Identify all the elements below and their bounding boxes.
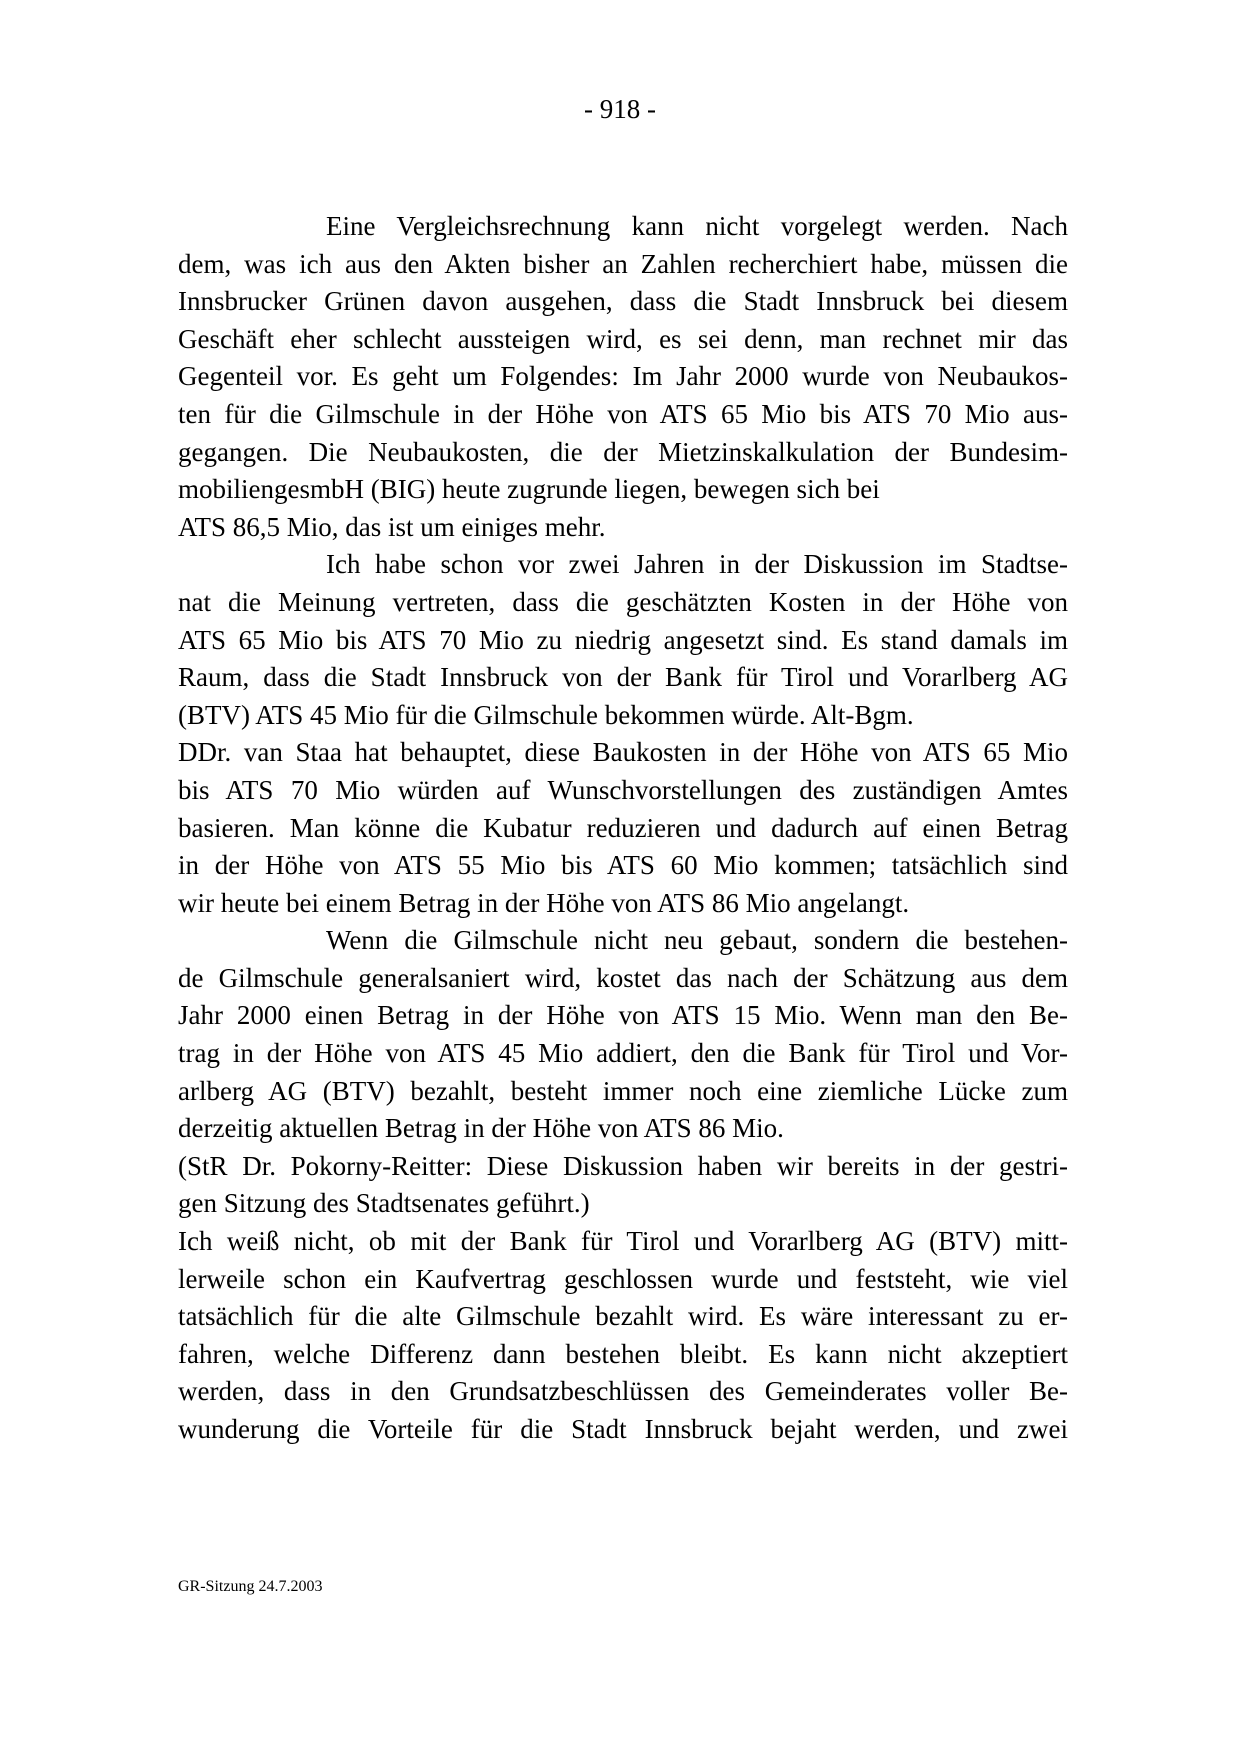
text-line: ten für die Gilmschule in der Höhe von ATS 65 Mio bis ATS 70 Mio aus- bbox=[178, 398, 1068, 429]
text-line: bis ATS 70 Mio würden auf Wunschvorstellungen des zuständigen Amtes bbox=[178, 774, 1068, 805]
text-line: gegangen. Die Neubaukosten, die der Mietzinskalkulation der Bundesim- bbox=[178, 436, 1068, 467]
text-line: Eine Vergleichsrechnung kann nicht vorgelegt werden. Nach bbox=[326, 211, 1068, 241]
text-line: Ich weiß nicht, ob mit der Bank für Tirol und Vorarlberg AG (BTV) mitt- bbox=[178, 1226, 1068, 1257]
text-line: de Gilmschule generalsaniert wird, kostet das nach der Schätzung aus dem bbox=[178, 962, 1068, 993]
text-line: wir heute bei einem Betrag in der Höhe von ATS 86 Mio angelangt. bbox=[178, 887, 910, 918]
text-line: arlberg AG (BTV) bezahlt, besteht immer noch eine ziemliche Lücke zum bbox=[178, 1075, 1068, 1106]
text-line: in der Höhe von ATS 55 Mio bis ATS 60 Mio kommen; tatsächlich sind bbox=[178, 850, 1068, 881]
text-line: dem, was ich aus den Akten bisher an Zahlen recherchiert habe, müssen die bbox=[178, 248, 1068, 279]
body-text bbox=[178, 208, 1068, 1449]
text-line: fahren, welche Differenz dann bestehen bleibt. Es kann nicht akzeptiert bbox=[178, 1338, 1068, 1369]
text-line: ATS 65 Mio bis ATS 70 Mio zu niedrig angesetzt sind. Es stand damals im bbox=[178, 624, 1068, 655]
text-line: Raum, dass die Stadt Innsbruck von der Bank für Tirol und Vorarlberg AG bbox=[178, 662, 1068, 693]
text-line: mobiliengesmbH (BIG) heute zugrunde liegen, bewegen sich bei bbox=[178, 474, 880, 505]
text-line: Ich habe schon vor zwei Jahren in der Diskussion im Stadtse- bbox=[326, 549, 1068, 580]
text-line: ATS 86,5 Mio, das ist um einiges mehr. bbox=[178, 511, 606, 542]
page-number: - 918 - bbox=[584, 94, 656, 124]
text-line: nat die Meinung vertreten, dass die geschätzten Kosten in der Höhe von bbox=[178, 586, 1068, 617]
text-line: Wenn die Gilmschule nicht neu gebaut, sondern die bestehen- bbox=[326, 925, 1068, 956]
text-line: Jahr 2000 einen Betrag in der Höhe von ATS 15 Mio. Wenn man den Be- bbox=[178, 1000, 1068, 1031]
text-line: (StR Dr. Pokorny-Reitter: Diese Diskussion haben wir bereits in der gestri- bbox=[178, 1150, 1068, 1181]
text-line: trag in der Höhe von ATS 45 Mio addiert, den die Bank für Tirol und Vor- bbox=[178, 1038, 1068, 1069]
text-line: gen Sitzung des Stadtsenates geführt.) bbox=[178, 1188, 590, 1219]
text-line: werden, dass in den Grundsatzbeschlüssen des Gemeinderates voller Be- bbox=[178, 1376, 1068, 1407]
text-line: Geschäft eher schlecht aussteigen wird, es sei denn, man rechnet mir das bbox=[178, 323, 1068, 354]
text-line: Innsbrucker Grünen davon ausgehen, dass die Stadt Innsbruck bei diesem bbox=[178, 286, 1068, 317]
text-line: lerweile schon ein Kaufvertrag geschlossen wurde und feststeht, wie viel bbox=[178, 1263, 1068, 1294]
text-line: basieren. Man könne die Kubatur reduzieren und dadurch auf einen Betrag bbox=[178, 812, 1068, 843]
text-line: derzeitig aktuellen Betrag in der Höhe von ATS 86 Mio. bbox=[178, 1113, 784, 1144]
text-line: Gegenteil vor. Es geht um Folgendes: Im Jahr 2000 wurde von Neubaukos- bbox=[178, 361, 1068, 392]
text-line: wunderung die Vorteile für die Stadt Innsbruck bejaht werden, und zwei bbox=[178, 1414, 1068, 1444]
text-line: DDr. van Staa hat behauptet, diese Baukosten in der Höhe von ATS 65 Mio bbox=[178, 737, 1068, 768]
footer-session-date: GR-Sitzung 24.7.2003 bbox=[178, 1578, 323, 1595]
text-line: tatsächlich für die alte Gilmschule bezahlt wird. Es wäre interessant zu er- bbox=[178, 1301, 1068, 1332]
text-line: (BTV) ATS 45 Mio für die Gilmschule bekommen würde. Alt-Bgm. bbox=[178, 699, 914, 730]
